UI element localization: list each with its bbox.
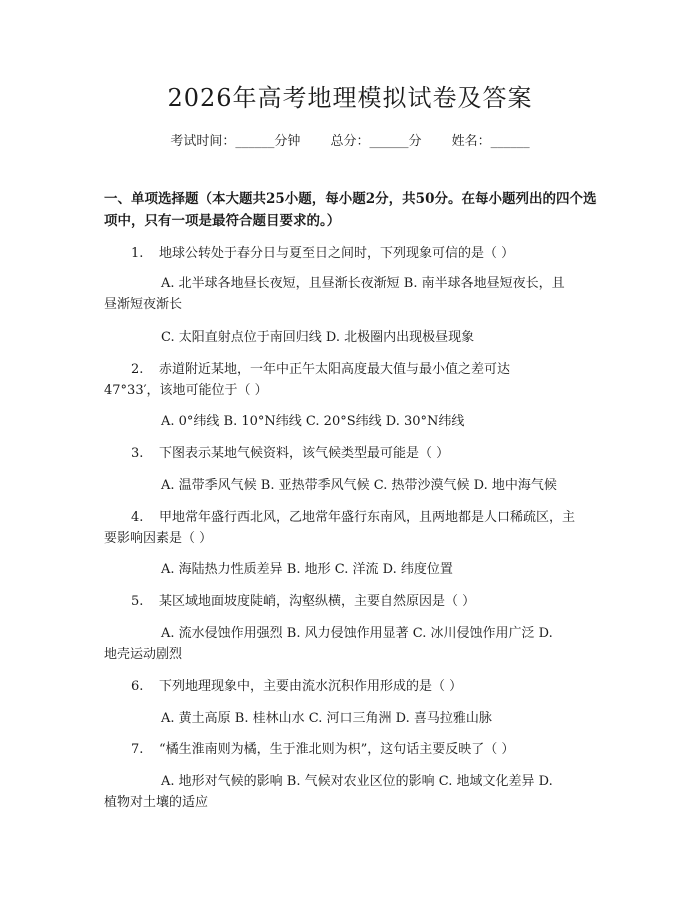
question-text: 地球公转处于春分日与夏至日之间时，下列现象可信的是（ ） xyxy=(159,246,515,261)
question-number: 4. xyxy=(131,510,144,525)
exam-time-field: 考试时间：______分钟 xyxy=(170,134,301,149)
question-1-options: C. 太阳直射点位于南回归线 D. 北极圈内出现极昼现象 xyxy=(161,330,475,345)
question-7-options: A. 地形对气候的影响 B. 气候对农业区位的影响 C. 地域文化差异 D. xyxy=(161,774,553,789)
question-number: 6. xyxy=(131,679,144,694)
question-5-options: A. 流水侵蚀作用强烈 B. 风力侵蚀作用显著 C. 冰川侵蚀作用广泛 D. xyxy=(161,626,553,641)
question-1-options-continued: 昼渐短夜渐长 xyxy=(104,297,183,312)
total-score-field: 总分：______分 xyxy=(330,134,422,149)
question-5-options-continued: 地壳运动剧烈 xyxy=(104,647,183,662)
question-6-stem xyxy=(131,678,462,696)
question-3-options: A. 温带季风气候 B. 亚热带季风气候 C. 热带沙漠气候 D. 地中海气候 xyxy=(161,478,557,493)
question-number: 3. xyxy=(131,446,144,461)
question-number: 7. xyxy=(131,742,144,757)
page-title: 2026年高考地理模拟试卷及答案 xyxy=(167,84,533,112)
question-7-options-continued: 植物对土壤的适应 xyxy=(104,795,209,810)
question-2-stem-continued: 47°33′，该地可能位于（ ） xyxy=(104,383,268,398)
question-3-stem xyxy=(131,445,449,463)
exam-info xyxy=(0,133,700,151)
question-6-options: A. 黄土高原 B. 桂林山水 C. 河口三角洲 D. 喜马拉雅山脉 xyxy=(161,711,492,726)
question-4-stem-continued: 要影响因素是（ ） xyxy=(104,531,213,546)
question-number: 5. xyxy=(131,594,144,609)
question-7-stem xyxy=(131,741,514,759)
question-text: 下列地理现象中，主要由流水沉积作用形成的是（ ） xyxy=(159,679,463,694)
question-4-options: A. 海陆热力性质差异 B. 地形 C. 洋流 D. 纬度位置 xyxy=(161,562,453,577)
question-text: “橘生淮南则为橘，生于淮北则为枳”，这句话主要反映了（ ） xyxy=(159,742,515,757)
question-2-stem xyxy=(131,361,510,379)
question-5-stem xyxy=(131,593,475,611)
question-text: 某区域地面坡度陡峭，沟壑纵横，主要自然原因是（ ） xyxy=(159,594,476,609)
question-text: 下图表示某地气候资料，该气候类型最可能是（ ） xyxy=(159,446,450,461)
question-number: 1. xyxy=(131,246,144,261)
name-field: 姓名：______ xyxy=(451,134,530,149)
question-1-options: A. 北半球各地昼长夜短，且昼渐长夜渐短 B. 南半球各地昼短夜长，且 xyxy=(161,276,565,291)
question-1-stem xyxy=(131,245,514,263)
section-heading: 一、单项选择题（本大题共25小题，每小题2分，共50分。在每小题列出的四个选项中，只有一项是最符合题目要求的。） xyxy=(104,191,597,229)
question-text: 赤道附近某地，一年中正午太阳高度最大值与最小值之差可达 xyxy=(159,362,511,377)
question-2-options: A. 0°纬线 B. 10°N纬线 C. 20°S纬线 D. 30°N纬线 xyxy=(161,414,465,429)
question-text: 甲地常年盛行西北风，乙地常年盛行东南风，且两地都是人口稀疏区，主 xyxy=(159,510,576,525)
question-4-stem xyxy=(131,509,575,527)
question-number: 2. xyxy=(131,362,144,377)
